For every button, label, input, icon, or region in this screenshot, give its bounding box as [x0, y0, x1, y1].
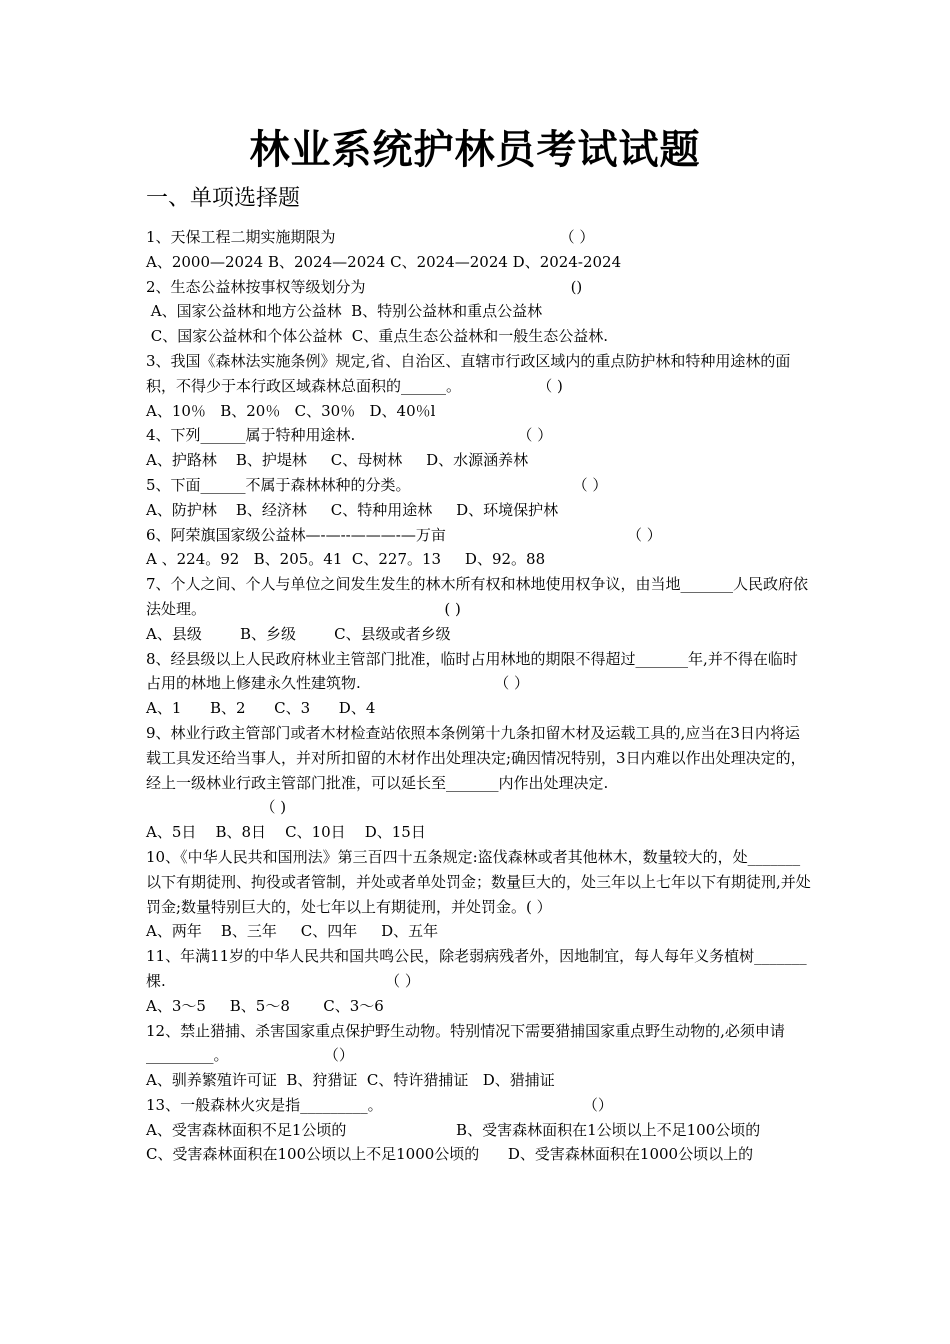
answer-options: A、两年 B、三年 C、四年 D、五年 [146, 922, 439, 941]
question-text: 8、经县级以上人民政府林业主管部门批准，临时占用林地的期限不得超过_______年,并不得在临时占用的林地上修建永久性建筑物. （ ） [146, 649, 798, 693]
question-text: 13、一般森林火灾是指_________。 （） [146, 1095, 613, 1114]
question-text: 5、下面______不属于森林林种的分类。 （ ） [146, 475, 608, 494]
question-text: 3、我国《森林法实施条例》规定,省、自治区、直辖市行政区域内的重点防护林和特种用途林的面积，不得少于本行政区域森林总面积的______。 （ ) [146, 351, 791, 395]
answer-options: A、护路林 B、护堤林 C、母树林 D、水源涵养林 [146, 451, 529, 470]
question-text: 4、下列______属于特种用途林. （ ） [146, 426, 553, 445]
question-text: 9、林业行政主管部门或者木材检查站依照本条例第十九条扣留木材及运载工具的,应当在3日内将运载工具发还给当事人，并对所扣留的木材作出处理决定;确因情况特别，3日内难以作出处理决定的，经上一级林业行政主管部门批准，可以延长至_______内作出处理决定. （ ) [146, 723, 806, 817]
answer-options: A、1 B、2 C、3 D、4 [146, 699, 376, 718]
question-text: 6、阿荣旗国家级公益林—-—--———-—万亩 （ ） [146, 525, 662, 544]
answer-options: C、国家公益林和个体公益林 C、重点生态公益林和一般生态公益林. [146, 327, 609, 346]
answer-options: A、县级 B、乡级 C、县级或者乡级 [146, 624, 451, 643]
answer-options: A、10％ B、20％ C、30％ D、40％l [146, 401, 436, 420]
answer-options: A、国家公益林和地方公益林 B、特别公益林和重点公益林 [146, 302, 543, 321]
answer-options: A、5日 B、8日 C、10日 D、15日 [146, 823, 426, 842]
question-text: 10、《中华人民共和国刑法》第三百四十五条规定:盗伐森林或者其他林木，数量较大的，处_______以下有期徒刑、拘役或者管制，并处或者单处罚金；数量巨大的，处三年以上七年以下有期徒刑,并处罚金;数量特别巨大的，处七年以上有期徒刑，并处罚金。( ） [146, 847, 811, 916]
section-heading: 一、单项选择题 [146, 186, 301, 211]
answer-options: A、驯养繁殖许可证 B、狩猎证 C、特许猎捕证 D、猎捕证 [146, 1071, 555, 1090]
question-list [146, 225, 812, 1167]
answer-options: A、3～5 B、5～8 C、3～6 [146, 996, 384, 1015]
question-text: 11、年满11岁的中华人民共和国共鸣公民，除老弱病残者外，因地制宜，每人每年义务植树_______棵. （ ） [146, 947, 807, 990]
question-text: 2、生态公益林按事权等级划分为 () [146, 277, 583, 296]
question-text: 7、个人之间、个人与单位之间发生发生的林木所有权和林地使用权争议，由当地_______人民政府依法处理。 ( ) [146, 575, 809, 618]
answer-options: C、受害森林面积在100公顷以上不足1000公顷的 D、受害森林面积在1000公顷以上的 [146, 1145, 754, 1164]
answer-options: A 、224。92 B、205。41 C、227。13 D、92。88 [146, 550, 546, 569]
answer-options: A、防护林 B、经济林 C、特种用途林 D、环境保护林 [146, 500, 559, 519]
question-text: 12、禁止猎捕、杀害国家重点保护野生动物。特别情况下需要猎捕国家重点野生动物的,必须申请_________。 （） [146, 1021, 785, 1065]
answer-options: A、受害森林面积不足1公顷的 B、受害森林面积在1公顷以上不足100公顷的 [146, 1120, 761, 1139]
question-text: 1、天保工程二期实施期限为 （ ） [146, 228, 595, 246]
document-title: 林业系统护林员考试试题 [249, 127, 701, 173]
answer-options: A、2000—2024 B、2024—2024 C、2024—2024 D、2024-2024 [146, 252, 622, 271]
